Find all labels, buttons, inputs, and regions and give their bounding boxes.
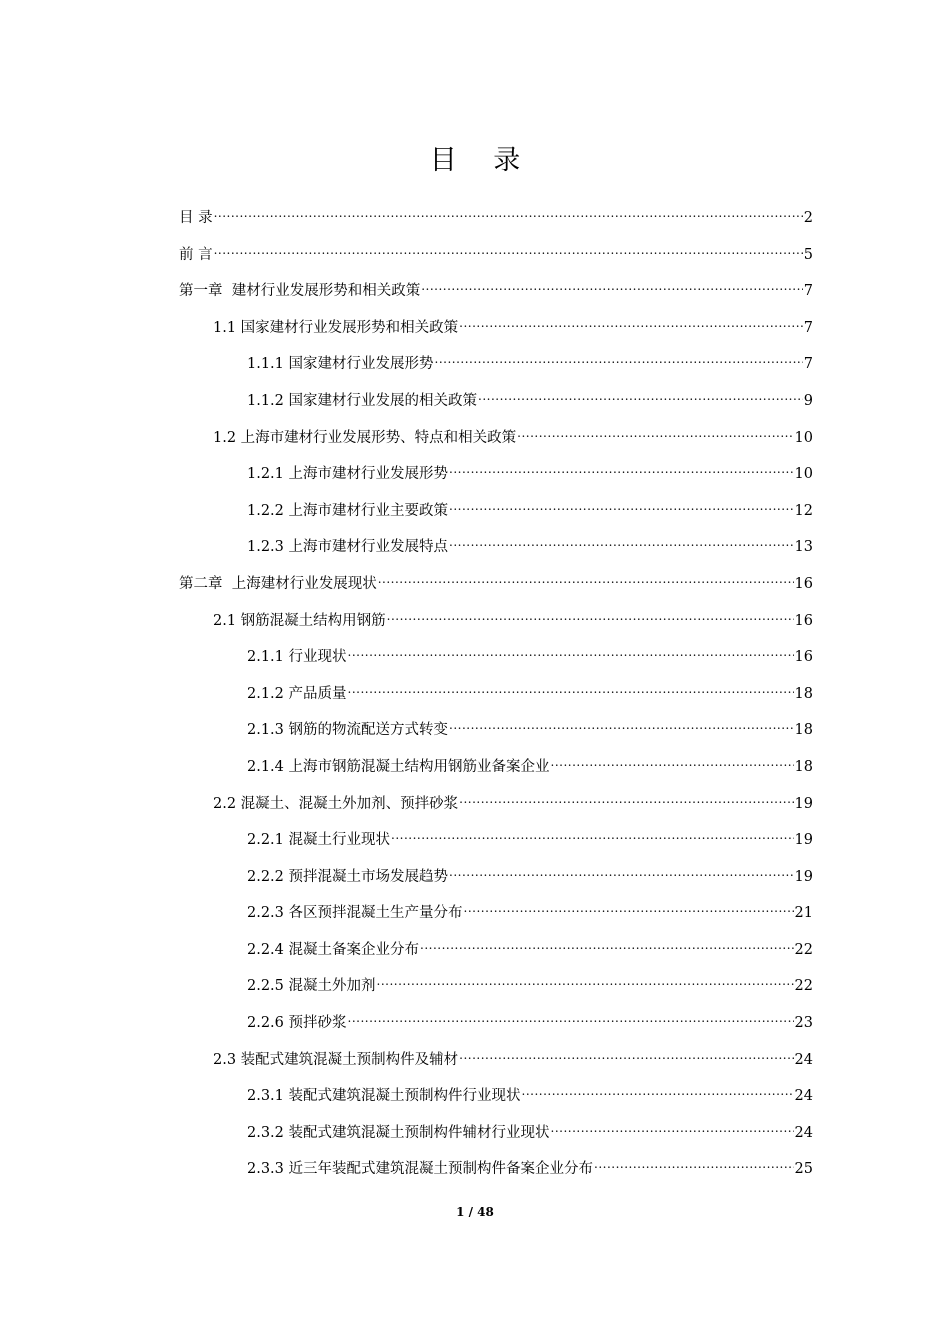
dot-leader bbox=[421, 281, 803, 295]
toc-entry[interactable] bbox=[179, 389, 813, 426]
dot-leader bbox=[449, 464, 794, 478]
toc-entry[interactable] bbox=[179, 609, 813, 646]
toc-entry-label: 2.1.2 产品质量 bbox=[247, 685, 347, 702]
dot-leader bbox=[551, 757, 794, 771]
dot-leader bbox=[378, 574, 794, 588]
toc-entry[interactable] bbox=[179, 901, 813, 938]
dot-leader bbox=[214, 208, 803, 222]
toc-entry[interactable] bbox=[179, 1121, 813, 1158]
dot-leader bbox=[449, 867, 794, 881]
toc-entry-label: 2.3.3 近三年装配式建筑混凝土预制构件备案企业分布 bbox=[247, 1161, 594, 1178]
toc-entry-label: 2.2.1 混凝土行业现状 bbox=[247, 832, 391, 849]
dot-leader bbox=[387, 611, 794, 625]
toc-entry-label: 2.1 钢筋混凝土结构用钢筋 bbox=[213, 612, 386, 629]
toc-entry-label: 1.2.1 上海市建材行业发展形势 bbox=[247, 466, 449, 483]
dot-leader bbox=[459, 794, 793, 808]
toc-entry[interactable] bbox=[179, 974, 813, 1011]
toc-entry[interactable] bbox=[179, 682, 813, 719]
toc-entry[interactable] bbox=[179, 352, 813, 389]
toc-entry-page: 24 bbox=[794, 1051, 813, 1068]
toc-entry[interactable] bbox=[179, 1157, 813, 1194]
toc-entry[interactable] bbox=[179, 828, 813, 865]
dot-leader bbox=[420, 940, 794, 954]
toc-entry-page: 16 bbox=[794, 575, 813, 592]
toc-entry-page: 12 bbox=[794, 502, 813, 519]
toc-entry-label: 2.2.5 混凝土外加剂 bbox=[247, 978, 376, 995]
toc-entry[interactable] bbox=[179, 1011, 813, 1048]
toc-entry-label: 2.3 装配式建筑混凝土预制构件及辅材 bbox=[213, 1051, 459, 1068]
toc-entry-page: 18 bbox=[794, 685, 813, 702]
toc-entry-page: 21 bbox=[794, 905, 813, 922]
dot-leader bbox=[348, 1013, 794, 1027]
toc-entry-label: 1.1.2 国家建材行业发展的相关政策 bbox=[247, 392, 478, 409]
toc-entry-label: 2.2.3 各区预拌混凝土生产量分布 bbox=[247, 905, 463, 922]
toc-title: 目 录 bbox=[429, 145, 535, 176]
toc-entry-page: 13 bbox=[794, 539, 813, 556]
toc-entry-label: 前 言 bbox=[179, 246, 213, 263]
dot-leader bbox=[435, 354, 803, 368]
toc-entry-label: 2.2 混凝土、混凝土外加剂、预拌砂浆 bbox=[213, 795, 459, 812]
toc-entry-label: 1.1 国家建材行业发展形势和相关政策 bbox=[213, 319, 459, 336]
toc-entry-label: 2.3.1 装配式建筑混凝土预制构件行业现状 bbox=[247, 1088, 521, 1105]
page-number-footer: 1 / 48 bbox=[456, 1205, 494, 1219]
toc-entry[interactable] bbox=[179, 535, 813, 572]
toc-entry[interactable] bbox=[179, 865, 813, 902]
toc-entry[interactable] bbox=[179, 1048, 813, 1085]
toc-entry-label: 目 录 bbox=[179, 210, 213, 226]
dot-leader bbox=[464, 903, 794, 917]
dot-leader bbox=[214, 245, 803, 259]
toc-entry-label: 2.2.6 预拌砂浆 bbox=[247, 1015, 347, 1032]
toc-entry[interactable] bbox=[179, 572, 813, 609]
toc-entry-page: 7 bbox=[803, 319, 813, 336]
toc-entry-page: 19 bbox=[794, 868, 813, 885]
dot-leader bbox=[449, 501, 794, 515]
dot-leader bbox=[551, 1123, 794, 1137]
toc-entry-label: 2.3.2 装配式建筑混凝土预制构件辅材行业现状 bbox=[247, 1124, 550, 1141]
toc-entry-page: 19 bbox=[794, 795, 813, 812]
dot-leader bbox=[348, 647, 794, 661]
dot-leader bbox=[517, 428, 793, 442]
table-of-contents bbox=[179, 206, 813, 1194]
toc-entry-label: 1.2 上海市建材行业发展形势、特点和相关政策 bbox=[213, 429, 517, 446]
toc-entry[interactable] bbox=[179, 792, 813, 829]
dot-leader bbox=[348, 684, 794, 698]
toc-entry[interactable] bbox=[179, 755, 813, 792]
dot-leader bbox=[377, 976, 794, 990]
dot-leader bbox=[459, 318, 803, 332]
toc-entry[interactable] bbox=[179, 206, 813, 243]
toc-entry-label: 2.1.1 行业现状 bbox=[247, 649, 347, 666]
toc-entry-label: 2.2.2 预拌混凝土市场发展趋势 bbox=[247, 868, 449, 885]
toc-entry-label: 1.2.2 上海市建材行业主要政策 bbox=[247, 502, 449, 519]
dot-leader bbox=[449, 537, 794, 551]
toc-entry-page: 7 bbox=[803, 283, 813, 300]
toc-entry-page: 16 bbox=[794, 612, 813, 629]
toc-entry-page: 16 bbox=[794, 649, 813, 666]
toc-entry[interactable] bbox=[179, 279, 813, 316]
dot-leader bbox=[449, 720, 794, 734]
toc-entry-label: 2.2.4 混凝土备案企业分布 bbox=[247, 941, 420, 958]
toc-entry-page: 25 bbox=[794, 1161, 813, 1178]
toc-entry[interactable] bbox=[179, 938, 813, 975]
dot-leader bbox=[478, 391, 803, 405]
toc-entry-page: 7 bbox=[803, 356, 813, 373]
toc-entry[interactable] bbox=[179, 499, 813, 536]
dot-leader bbox=[522, 1086, 794, 1100]
toc-entry-page: 9 bbox=[803, 392, 813, 409]
toc-entry-page: 22 bbox=[794, 941, 813, 958]
toc-entry-label: 1.2.3 上海市建材行业发展特点 bbox=[247, 539, 449, 556]
toc-entry-page: 18 bbox=[794, 758, 813, 775]
toc-entry[interactable] bbox=[179, 426, 813, 463]
toc-entry[interactable] bbox=[179, 1084, 813, 1121]
toc-entry[interactable] bbox=[179, 718, 813, 755]
toc-entry-page: 10 bbox=[794, 466, 813, 483]
dot-leader bbox=[594, 1159, 794, 1173]
toc-entry-page: 23 bbox=[794, 1015, 813, 1032]
toc-entry-label: 第二章 上海建材行业发展现状 bbox=[179, 575, 377, 592]
toc-entry-page: 5 bbox=[803, 246, 813, 263]
dot-leader bbox=[459, 1050, 793, 1064]
toc-entry[interactable] bbox=[179, 243, 813, 280]
toc-entry[interactable] bbox=[179, 316, 813, 353]
toc-entry-page: 19 bbox=[794, 832, 813, 849]
toc-entry-page: 2 bbox=[803, 210, 813, 226]
toc-entry-page: 24 bbox=[794, 1088, 813, 1105]
toc-entry[interactable] bbox=[179, 462, 813, 499]
toc-entry-page: 24 bbox=[794, 1124, 813, 1141]
toc-entry-label: 2.1.4 上海市钢筋混凝土结构用钢筋业备案企业 bbox=[247, 758, 550, 775]
toc-entry-label: 2.1.3 钢筋的物流配送方式转变 bbox=[247, 722, 449, 739]
dot-leader bbox=[391, 830, 794, 844]
toc-entry[interactable] bbox=[179, 645, 813, 682]
toc-entry-label: 1.1.1 国家建材行业发展形势 bbox=[247, 356, 434, 373]
toc-entry-page: 18 bbox=[794, 722, 813, 739]
toc-entry-label: 第一章 建材行业发展形势和相关政策 bbox=[179, 283, 421, 300]
toc-entry-page: 22 bbox=[794, 978, 813, 995]
toc-entry-page: 10 bbox=[794, 429, 813, 446]
